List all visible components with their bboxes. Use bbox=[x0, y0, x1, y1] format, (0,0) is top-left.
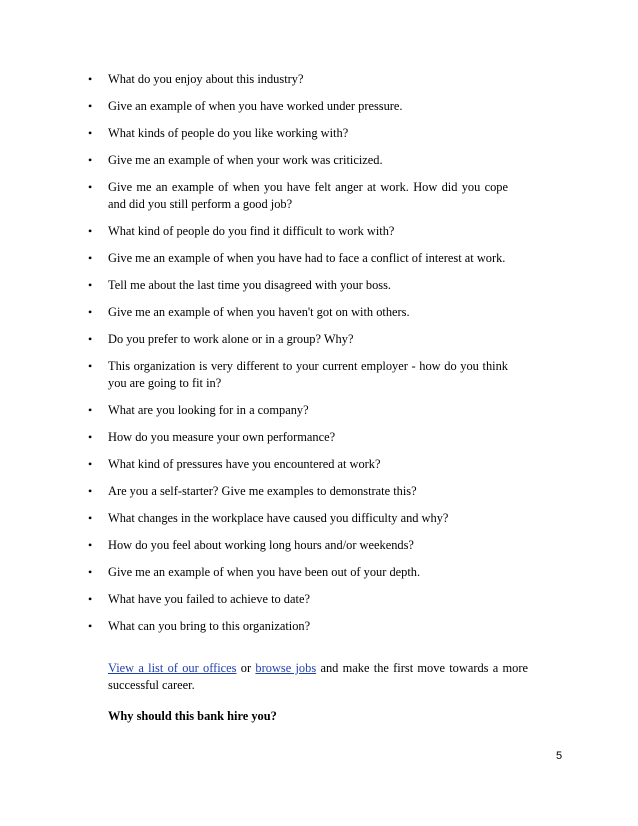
view-offices-link[interactable]: View a list of our offices bbox=[108, 661, 237, 675]
page-number: 5 bbox=[556, 750, 563, 762]
bullet-icon: • bbox=[88, 126, 93, 140]
bullet-icon: • bbox=[88, 538, 93, 552]
bullet-icon: • bbox=[88, 72, 93, 86]
list-item bbox=[88, 483, 508, 500]
bullet-icon: • bbox=[88, 99, 93, 113]
section-heading: Why should this bank hire you? bbox=[108, 709, 277, 723]
question-text: What kind of people do you find it difficult to work with? bbox=[108, 224, 395, 238]
question-text: Give me an example of when your work was criticized. bbox=[108, 153, 383, 167]
question-text: Give me an example of when you have felt anger at work. How did you cope and did you still perform a good job? bbox=[108, 180, 508, 211]
interview-questions-list bbox=[88, 71, 508, 645]
bullet-icon: • bbox=[88, 457, 93, 471]
list-item bbox=[88, 125, 508, 142]
list-item bbox=[88, 564, 508, 581]
question-text: What can you bring to this organization? bbox=[108, 619, 311, 633]
list-item bbox=[88, 277, 508, 294]
list-item bbox=[88, 510, 508, 527]
list-item bbox=[88, 152, 508, 169]
bullet-icon: • bbox=[88, 403, 93, 417]
list-item bbox=[88, 331, 508, 348]
bullet-icon: • bbox=[88, 224, 93, 238]
list-item bbox=[88, 591, 508, 608]
question-text: Do you prefer to work alone or in a group? Why? bbox=[108, 332, 354, 346]
question-text: What have you failed to achieve to date? bbox=[108, 592, 310, 606]
question-text: Tell me about the last time you disagreed with your boss. bbox=[108, 278, 392, 292]
bullet-icon: • bbox=[88, 305, 93, 319]
list-item bbox=[88, 304, 508, 321]
bullet-icon: • bbox=[88, 484, 93, 498]
list-item bbox=[88, 429, 508, 446]
browse-jobs-link[interactable]: browse jobs bbox=[255, 661, 317, 675]
list-item bbox=[88, 456, 508, 473]
list-item bbox=[88, 250, 508, 267]
list-item bbox=[88, 402, 508, 419]
bullet-icon: • bbox=[88, 278, 93, 292]
bullet-icon: • bbox=[88, 153, 93, 167]
bullet-icon: • bbox=[88, 251, 93, 265]
question-text: Give me an example of when you have had to face a conflict of interest at work. bbox=[108, 251, 506, 265]
bullet-icon: • bbox=[88, 592, 93, 606]
list-item bbox=[88, 618, 508, 635]
question-text: Are you a self-starter? Give me examples to demonstrate this? bbox=[108, 484, 417, 498]
list-item bbox=[88, 71, 508, 88]
call-to-action-paragraph bbox=[108, 660, 528, 694]
bullet-icon: • bbox=[88, 180, 93, 194]
question-text: How do you feel about working long hours and/or weekends? bbox=[108, 538, 414, 552]
question-text: Give me an example of when you have been out of your depth. bbox=[108, 565, 421, 579]
question-text: Give me an example of when you haven't got on with others. bbox=[108, 305, 410, 319]
question-text: What are you looking for in a company? bbox=[108, 403, 309, 417]
question-text: What kinds of people do you like working with? bbox=[108, 126, 349, 140]
bullet-icon: • bbox=[88, 359, 93, 373]
bullet-icon: • bbox=[88, 511, 93, 525]
bullet-icon: • bbox=[88, 430, 93, 444]
cta-text: and make the first move towards a more successful career. bbox=[108, 661, 528, 692]
question-text: How do you measure your own performance? bbox=[108, 430, 336, 444]
list-item bbox=[88, 537, 508, 554]
cta-connector: or bbox=[240, 661, 252, 675]
question-text: What kind of pressures have you encountered at work? bbox=[108, 457, 381, 471]
bullet-icon: • bbox=[88, 565, 93, 579]
list-item bbox=[88, 98, 508, 115]
question-text: Give an example of when you have worked under pressure. bbox=[108, 99, 403, 113]
question-text: What changes in the workplace have caused you difficulty and why? bbox=[108, 511, 449, 525]
bullet-icon: • bbox=[88, 619, 93, 633]
list-item bbox=[88, 223, 508, 240]
question-text: This organization is very different to your current employer - how do you think you are going to fit in? bbox=[108, 359, 508, 390]
bullet-icon: • bbox=[88, 332, 93, 346]
question-text: What do you enjoy about this industry? bbox=[108, 72, 304, 86]
list-item bbox=[88, 179, 508, 213]
list-item bbox=[88, 358, 508, 392]
